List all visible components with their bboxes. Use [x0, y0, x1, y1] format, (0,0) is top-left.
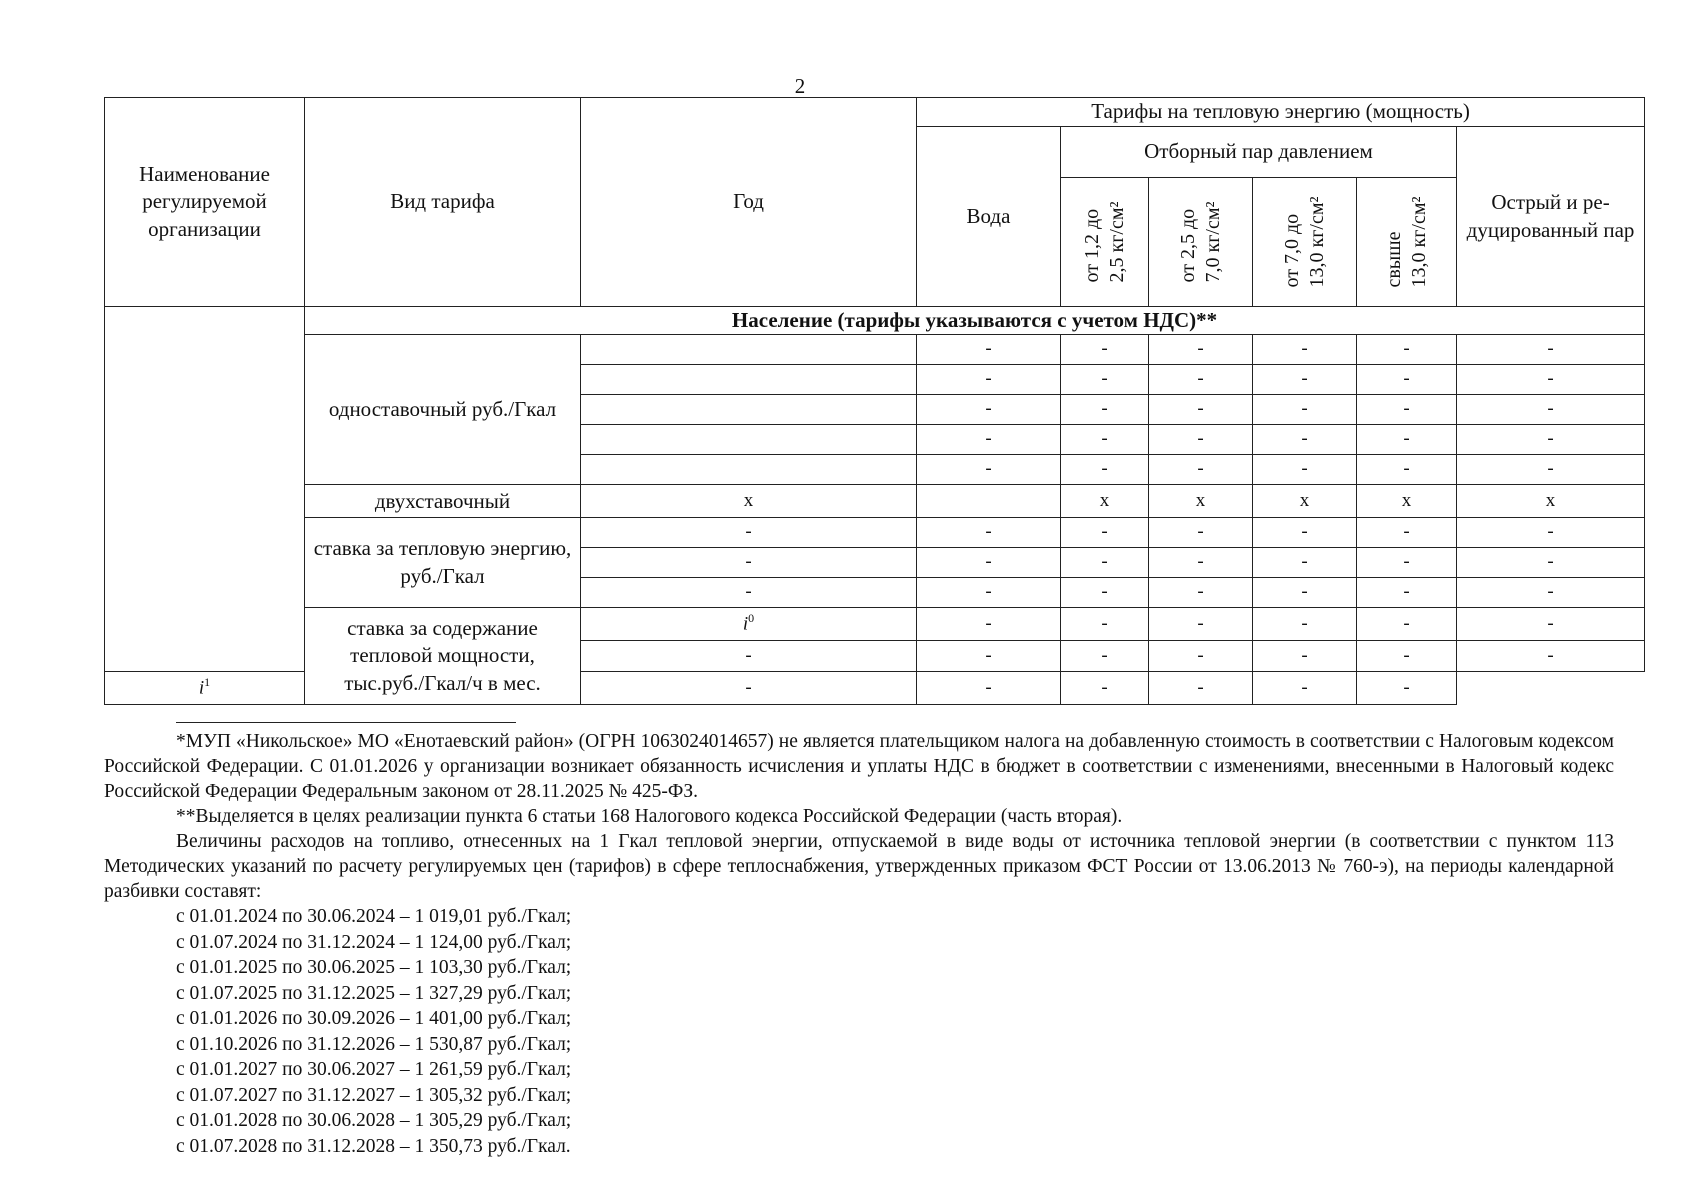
cell-p1: - — [1061, 455, 1149, 485]
cell-p2: - — [1149, 640, 1253, 671]
two-rate-label: двухставочный — [305, 485, 581, 518]
header-tariff-type: Вид тарифа — [305, 98, 581, 307]
cell-p4: - — [1357, 365, 1457, 395]
cell-water: - — [917, 608, 1061, 641]
cell-water — [917, 485, 1061, 518]
index-i0: i — [742, 613, 749, 635]
cell-p1: - — [1061, 640, 1149, 671]
cell-sharp: - — [1457, 455, 1645, 485]
cell-p3: - — [1253, 365, 1357, 395]
year-cell — [581, 395, 917, 425]
cell-p4: - — [1357, 425, 1457, 455]
cell-sharp: - — [1457, 578, 1645, 608]
list-item: с 01.07.2028 по 31.12.2028 – 1 350,73 руб./Гкал. — [176, 1135, 571, 1157]
table-row — [105, 335, 1645, 365]
year-cell: - — [581, 578, 917, 608]
year-cell: - — [581, 640, 917, 671]
cell-p4: x — [1357, 485, 1457, 518]
cell-p1: - — [1061, 395, 1149, 425]
cell-water: - — [581, 672, 917, 705]
cell-p1: - — [917, 672, 1061, 705]
section-row — [105, 307, 1645, 335]
header-row-1 — [105, 98, 1645, 127]
cell-sharp: - — [1457, 548, 1645, 578]
cell-p2: - — [1061, 672, 1149, 705]
cell-p1: - — [1061, 578, 1149, 608]
cell-p1: - — [1061, 425, 1149, 455]
cell-water: - — [917, 578, 1061, 608]
cell-p1: x — [1061, 485, 1149, 518]
header-pressure-4 — [1357, 178, 1457, 307]
cell-p2: - — [1149, 455, 1253, 485]
cell-p2: x — [1149, 485, 1253, 518]
cell-sharp: - — [1457, 395, 1645, 425]
cell-p3: - — [1253, 548, 1357, 578]
cell-water: - — [917, 335, 1061, 365]
cell-p3: x — [1253, 485, 1357, 518]
list-item: с 01.01.2026 по 30.09.2026 – 1 401,00 руб./Гкал; — [176, 1008, 572, 1029]
index-i0-sup: 0 — [748, 611, 755, 626]
cell-p4: - — [1357, 578, 1457, 608]
cell-water: - — [917, 425, 1061, 455]
header-pressure-2-text: от 2,5 до 7,0 кг/см² — [1176, 201, 1224, 283]
year-cell — [105, 672, 305, 705]
notes-section — [104, 722, 1614, 1159]
cell-p3: - — [1253, 335, 1357, 365]
header-pressure-3 — [1253, 178, 1357, 307]
cell-sharp: - — [1357, 672, 1457, 705]
cell-p2: - — [1149, 395, 1253, 425]
capacity-rate-label: ставка за содержание тепловой мощности, тыс.руб./Гкал/ч в мес. — [305, 608, 581, 705]
cell-p1: - — [1061, 335, 1149, 365]
list-item: с 01.01.2024 по 30.06.2024 – 1 019,01 руб./Гкал; — [176, 906, 572, 927]
list-item: с 01.07.2027 по 31.12.2027 – 1 305,32 руб./Гкал; — [176, 1084, 572, 1106]
header-pressure-1-text: от 1,2 до 2,5 кг/см² — [1080, 201, 1128, 283]
table-row — [105, 608, 1645, 641]
cell-p3: - — [1253, 518, 1357, 548]
cell-sharp: - — [1457, 640, 1645, 671]
list-item: с 01.01.2025 по 30.06.2025 – 1 103,30 руб./Гкал; — [176, 957, 572, 978]
header-year: Год — [581, 98, 917, 307]
cell-sharp: - — [1457, 365, 1645, 395]
cell-sharp: x — [1457, 485, 1645, 518]
cell-p3: - — [1253, 395, 1357, 425]
year-cell — [581, 425, 917, 455]
cell-p3: - — [1253, 425, 1357, 455]
cell-p1: - — [1061, 548, 1149, 578]
list-item: с 01.01.2028 по 30.06.2028 – 1 305,29 руб./Гкал; — [176, 1110, 572, 1131]
energy-rate-label: ставка за тепловую энергию, руб./Гкал — [305, 518, 581, 608]
year-cell — [581, 335, 917, 365]
list-item: с 01.01.2027 по 30.06.2027 – 1 261,59 руб./Гкал; — [176, 1059, 572, 1080]
cell-p3: - — [1253, 578, 1357, 608]
cell-p4: - — [1357, 335, 1457, 365]
cell-p4: - — [1253, 672, 1357, 705]
cell-p3: - — [1253, 640, 1357, 671]
cell-p2: - — [1149, 548, 1253, 578]
cell-p4: - — [1357, 455, 1457, 485]
table-row — [105, 485, 1645, 518]
cell-p3: - — [1253, 455, 1357, 485]
cell-p2: - — [1149, 578, 1253, 608]
cell-p2: - — [1149, 425, 1253, 455]
list-item: с 01.07.2025 по 31.12.2025 – 1 327,29 руб./Гкал; — [176, 982, 572, 1004]
costs-list — [104, 904, 1614, 1159]
cell-p2: - — [1149, 365, 1253, 395]
footnote-2: **Выделяется в целях реализации пункта 6 статьи 168 Налогового кодекса Российской Федерации (часть вторая). — [176, 806, 1123, 827]
section-title: Население (тарифы указываются с учетом НДС)** — [305, 307, 1645, 335]
cell-water: - — [917, 640, 1061, 671]
cell-p3: - — [1149, 672, 1253, 705]
year-cell: x — [581, 485, 917, 518]
header-pressure-3-text: от 7,0 до 13,0 кг/см² — [1280, 196, 1328, 288]
cell-water: - — [917, 395, 1061, 425]
year-cell — [581, 455, 917, 485]
year-cell: - — [581, 548, 917, 578]
list-item: с 01.10.2026 по 31.12.2026 – 1 530,87 руб./Гкал; — [176, 1033, 572, 1055]
cell-water: - — [917, 518, 1061, 548]
header-pressure-2 — [1149, 178, 1253, 307]
header-steam-group: Отборный пар давлением — [1061, 127, 1457, 178]
header-pressure-1 — [1061, 178, 1149, 307]
footnote-rule — [176, 722, 516, 723]
header-org: Наименование регулируемой организации — [105, 98, 305, 307]
year-cell: - — [581, 518, 917, 548]
cell-p4: - — [1357, 518, 1457, 548]
year-cell — [581, 365, 917, 395]
one-rate-label: одноставочный руб./Гкал — [305, 335, 581, 485]
cell-p1: - — [1061, 518, 1149, 548]
year-cell — [581, 608, 917, 641]
org-cell — [105, 307, 305, 672]
cell-p1: - — [1061, 365, 1149, 395]
cell-sharp: - — [1457, 335, 1645, 365]
header-sharp-steam: Острый и ре-дуцированный пар — [1457, 127, 1645, 307]
costs-intro: Величины расходов на топливо, отнесенных на 1 Гкал тепловой энергии, отпускаемой в виде воды от источника тепловой энергии (в соответствии с пунктом 113 Методических указаний по расчету регулируемых цен (тарифов) в сфере теплоснабжения, утвержденных приказом ФСТ России от 13.06.2013 № 760-э), на периоды календарной разбивки составят: — [104, 831, 1614, 902]
header-tariffs-group: Тарифы на тепловую энергию (мощность) — [917, 98, 1645, 127]
cell-sharp: - — [1457, 608, 1645, 641]
cell-p3: - — [1253, 608, 1357, 641]
cell-p4: - — [1357, 608, 1457, 641]
header-pressure-4-text: свыше 13,0 кг/см² — [1382, 196, 1430, 288]
footnote-1: *МУП «Никольское» МО «Енотаевский район» (ОГРН 1063024014657) не является плательщиком налога на добавленную стоимость в соответствии с Налоговым кодексом Российской Федерации. С 01.01.2026 у организации возникает обязанность исчисления и уплаты НДС в бюджет в соответствии с изменениями, внесенными в Налоговый кодекс Российской Федерации Федеральным законом от 28.11.2025 № 425-ФЗ. — [104, 731, 1614, 802]
index-i1: i — [198, 677, 205, 699]
cell-p4: - — [1357, 640, 1457, 671]
index-i1-sup: 1 — [204, 675, 211, 690]
cell-water: - — [917, 548, 1061, 578]
table-row — [105, 518, 1645, 548]
cell-sharp: - — [1457, 518, 1645, 548]
cell-water: - — [917, 455, 1061, 485]
cell-p4: - — [1357, 548, 1457, 578]
header-water: Вода — [917, 127, 1061, 307]
cell-water: - — [917, 365, 1061, 395]
cell-p2: - — [1149, 335, 1253, 365]
cell-p4: - — [1357, 395, 1457, 425]
list-item: с 01.07.2024 по 31.12.2024 – 1 124,00 руб./Гкал; — [176, 931, 572, 953]
cell-p2: - — [1149, 518, 1253, 548]
cell-sharp: - — [1457, 425, 1645, 455]
page-number: 2 — [794, 74, 806, 98]
cell-p1: - — [1061, 608, 1149, 641]
tariff-table — [104, 97, 1645, 705]
cell-p2: - — [1149, 608, 1253, 641]
